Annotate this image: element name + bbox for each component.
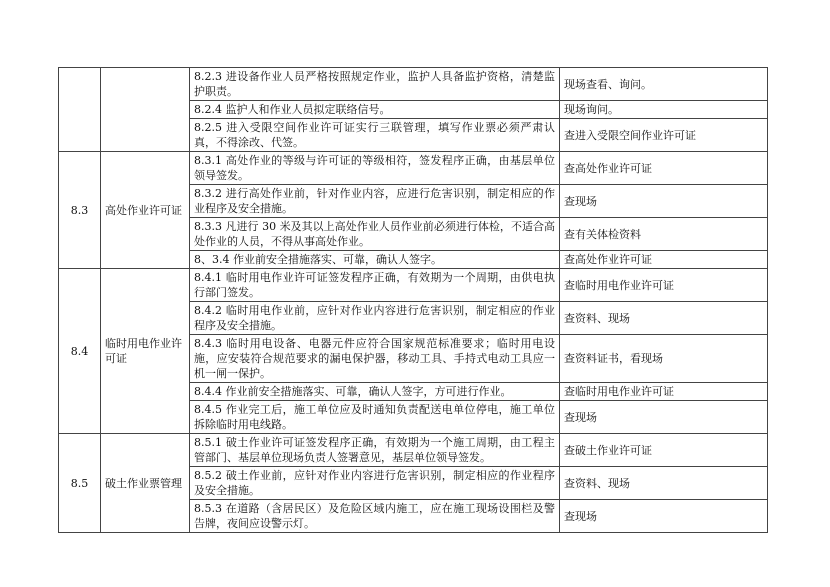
item-text: 8.5.1 破土作业许可证签发程序正确，有效期为一个施工周期，由工程主管部门、基层单位现场负责人签署意见，基层单位领导签发。 (190, 434, 560, 467)
check-method: 查现场 (560, 185, 768, 218)
item-text: 8、3.4 作业前安全措施落实、可靠，确认人签字。 (190, 251, 560, 269)
check-method: 查有关体检资料 (560, 218, 768, 251)
section-title: 高处作业许可证 (101, 152, 190, 269)
item-text: 8.2.4 监护人和作业人员拟定联络信号。 (190, 101, 560, 119)
section-number: 8.4 (59, 269, 101, 434)
table-row (59, 68, 768, 101)
item-text: 8.2.3 进设备作业人员严格按照规定作业，监护人具备监护资格，清楚监护职责。 (190, 68, 560, 101)
continued-title-cell (101, 68, 190, 152)
item-text: 8.4.3 临时用电设备、电器元件应符合国家规范标准要求；临时用电设施，应安装符合规范要求的漏电保护器，移动工具、手持式电动工具应一机一闸一保护。 (190, 335, 560, 383)
check-method: 现场询问。 (560, 101, 768, 119)
item-text: 8.5.3 在道路（含居民区）及危险区域内施工，应在施工现场设围栏及警告牌，夜间应设警示灯。 (190, 500, 560, 533)
item-text: 8.5.2 破土作业前，应针对作业内容进行危害识别，制定相应的作业程序及安全措施。 (190, 467, 560, 500)
item-text: 8.3.2 进行高处作业前，针对作业内容，应进行危害识别，制定相应的作业程序及安全措施。 (190, 185, 560, 218)
table-row (59, 269, 768, 302)
section-number: 8.3 (59, 152, 101, 269)
item-text: 8.4.1 临时用电作业许可证签发程序正确，有效期为一个周期，由供电执行部门签发。 (190, 269, 560, 302)
check-method: 查现场 (560, 401, 768, 434)
check-method: 查高处作业许可证 (560, 251, 768, 269)
item-text: 8.3.3 凡进行 30 米及其以上高处作业人员作业前必须进行体检，不适合高处作业的人员，不得从事高处作业。 (190, 218, 560, 251)
section-title: 破土作业票管理 (101, 434, 190, 533)
table-row (59, 152, 768, 185)
section-number: 8.5 (59, 434, 101, 533)
check-method: 查临时用电作业许可证 (560, 383, 768, 401)
check-method: 查破土作业许可证 (560, 434, 768, 467)
check-method: 查资料、现场 (560, 302, 768, 335)
check-method: 查临时用电作业许可证 (560, 269, 768, 302)
check-method: 查资料、现场 (560, 467, 768, 500)
check-method: 现场查看、询问。 (560, 68, 768, 101)
check-method: 查高处作业许可证 (560, 152, 768, 185)
check-method: 查现场 (560, 500, 768, 533)
check-method: 查进入受限空间作业许可证 (560, 119, 768, 152)
item-text: 8.3.1 高处作业的等级与许可证的等级相符，签发程序正确，由基层单位领导签发。 (190, 152, 560, 185)
section-title: 临时用电作业许可证 (101, 269, 190, 434)
inspection-table (58, 67, 768, 533)
item-text: 8.2.5 进入受限空间作业许可证实行三联管理，填写作业票必须严肃认真，不得涂改、代签。 (190, 119, 560, 152)
item-text: 8.4.5 作业完工后，施工单位应及时通知负责配送电单位停电，施工单位拆除临时用电线路。 (190, 401, 560, 434)
item-text: 8.4.2 临时用电作业前，应针对作业内容进行危害识别，制定相应的作业程序及安全措施。 (190, 302, 560, 335)
continued-num-cell (59, 68, 101, 152)
table-row (59, 434, 768, 467)
item-text: 8.4.4 作业前安全措施落实、可靠，确认人签字，方可进行作业。 (190, 383, 560, 401)
check-method: 查资料证书，看现场 (560, 335, 768, 383)
